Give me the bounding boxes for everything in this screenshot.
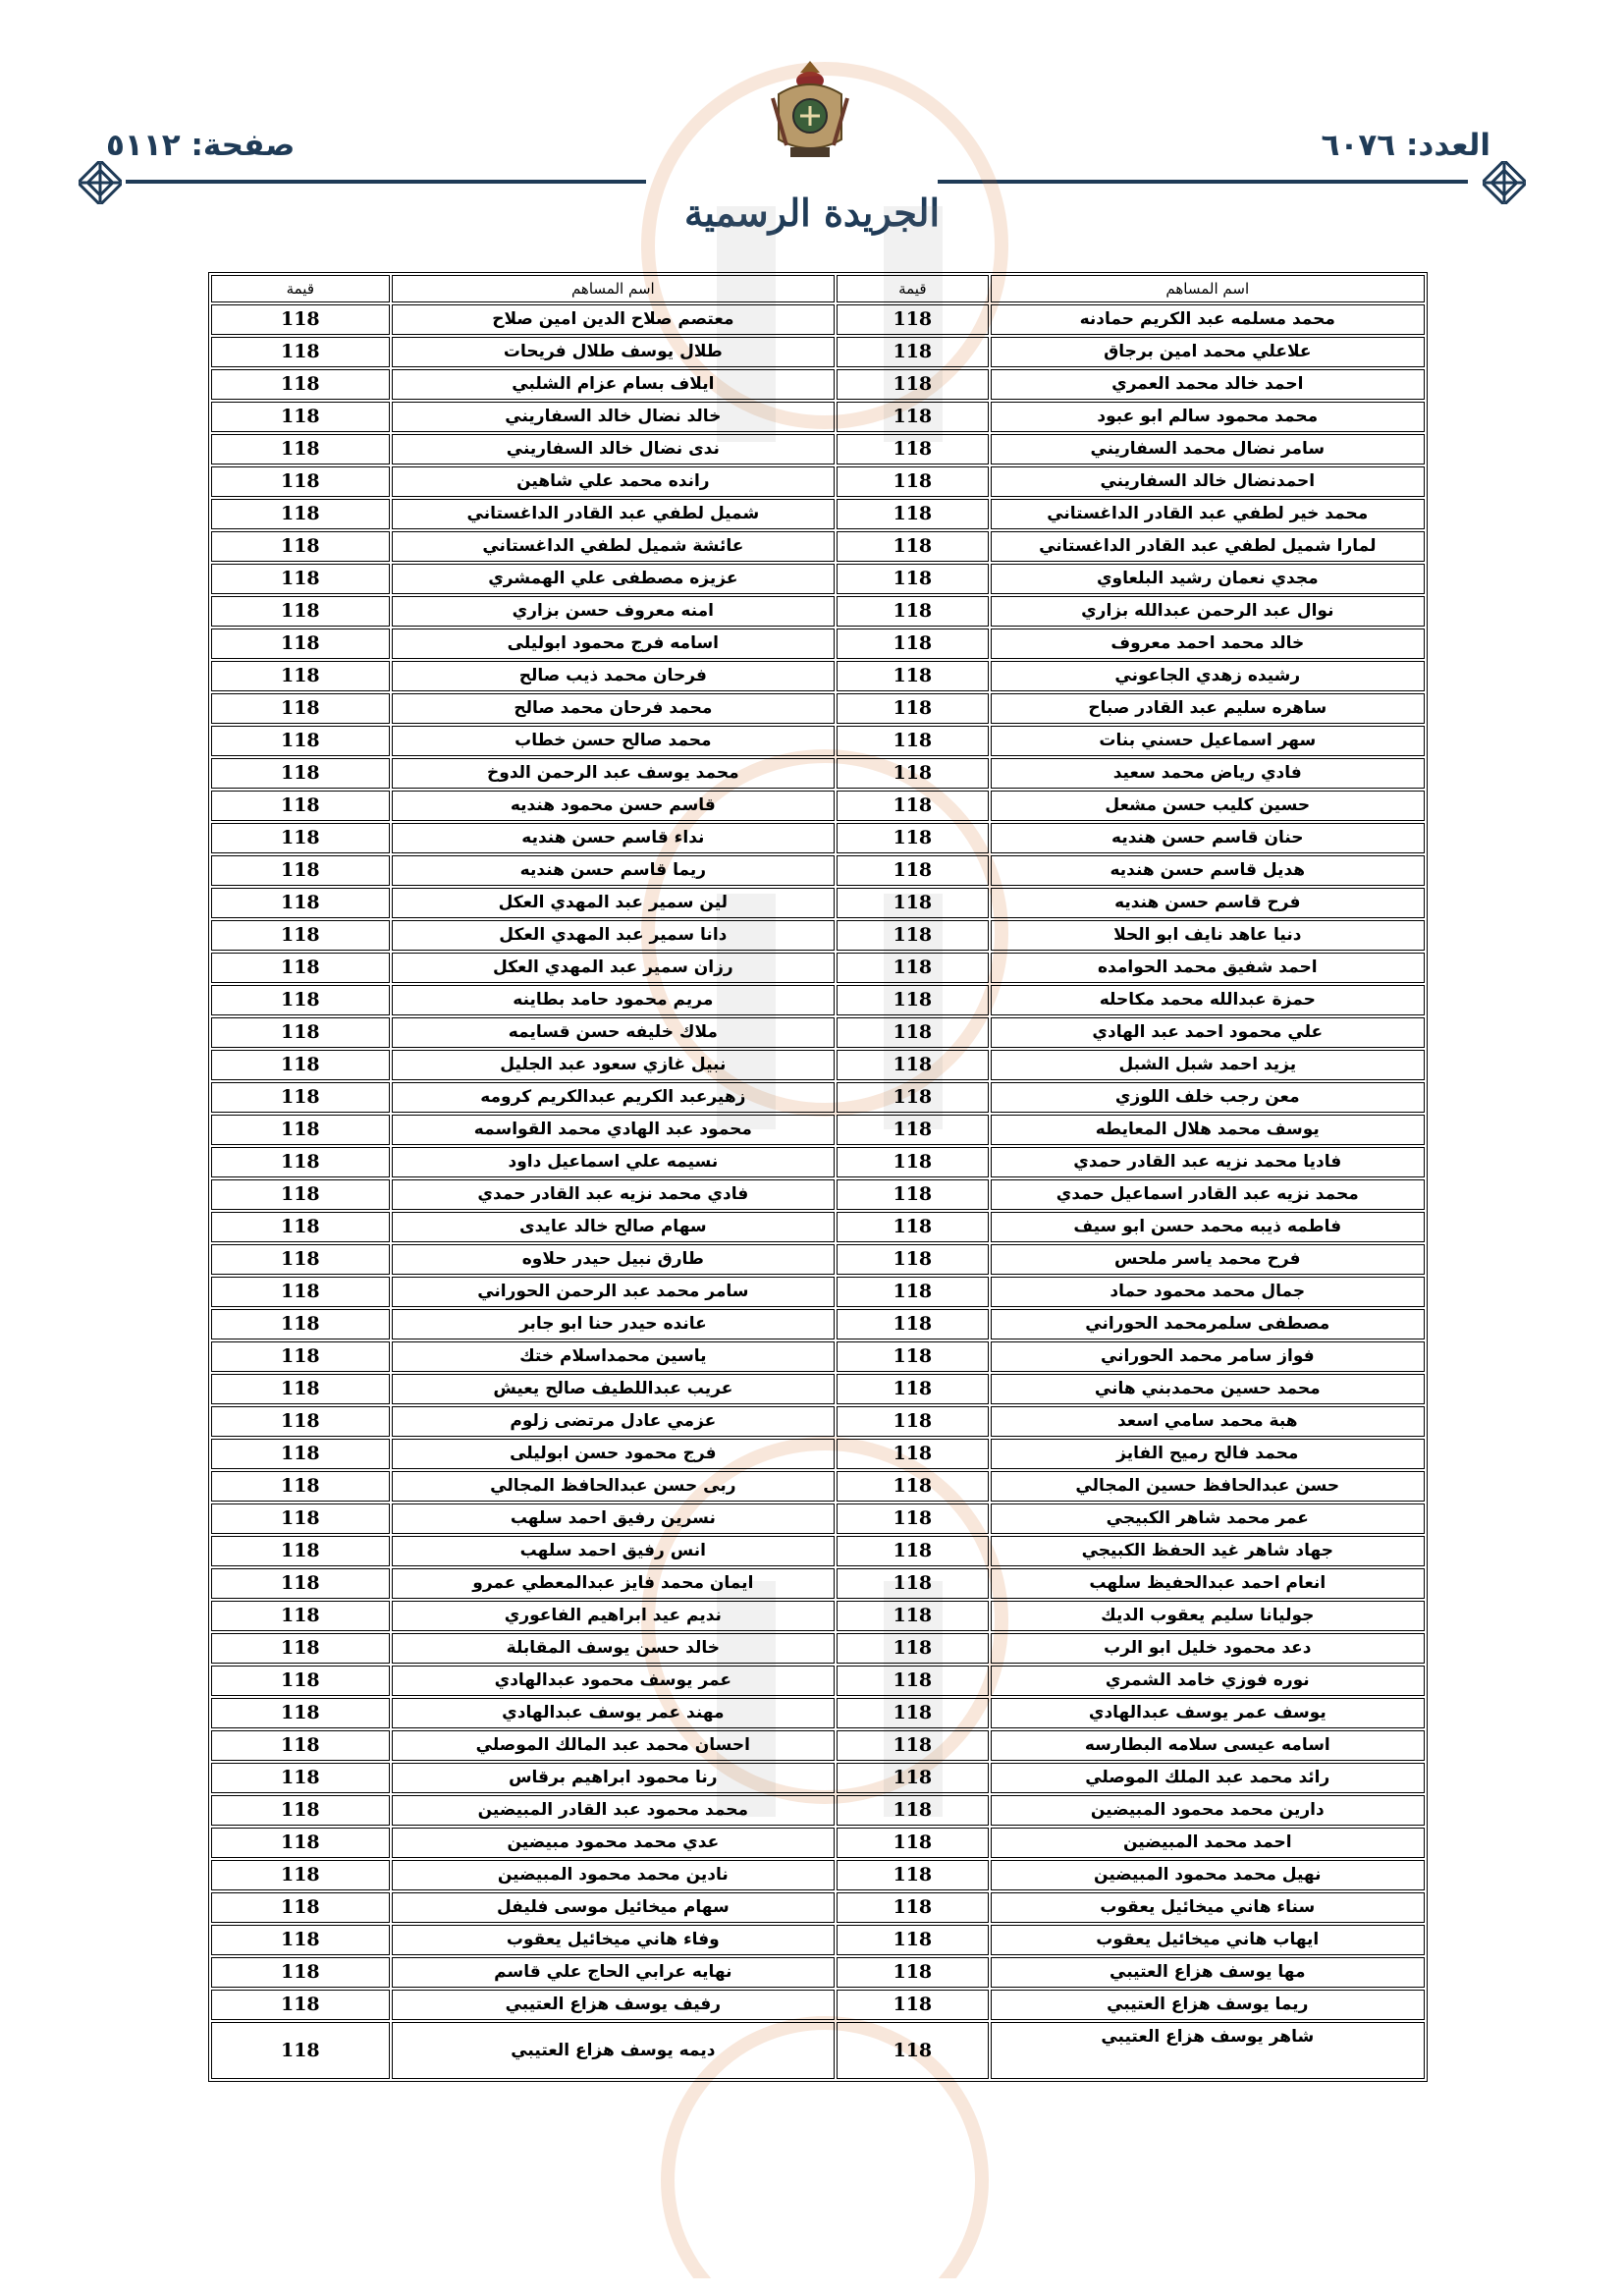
table-row	[211, 629, 1425, 659]
table-row	[211, 985, 1425, 1015]
value-cell: 118	[837, 1212, 989, 1242]
value-cell: 118	[837, 1244, 989, 1275]
value-cell: 118	[211, 1828, 390, 1858]
shareholder-name-cell: محمد محمود عبد القادر المبيضين	[392, 1795, 835, 1826]
shareholder-name-cell: يوسف محمد هلال المعايطه	[991, 1115, 1425, 1145]
value-cell: 118	[211, 1082, 390, 1113]
table-row	[211, 1471, 1425, 1502]
shareholder-name-cell: علاعلي محمد امين برجاق	[991, 337, 1425, 367]
value-cell: 118	[211, 1763, 390, 1793]
shareholder-name-cell: نهيل محمد محمود المبيضين	[991, 1860, 1425, 1890]
value-cell: 118	[211, 953, 390, 983]
value-cell: 118	[211, 1341, 390, 1372]
value-cell: 118	[837, 369, 989, 400]
value-cell: 118	[211, 1925, 390, 1955]
shareholder-name-cell: فرح قاسم حسن هنديه	[991, 888, 1425, 918]
value-cell: 118	[211, 1212, 390, 1242]
value-cell: 118	[211, 1892, 390, 1923]
shareholder-name-cell: يوسف عمر يوسف عبدالهادي	[991, 1698, 1425, 1728]
value-cell: 118	[837, 1341, 989, 1372]
value-cell: 118	[837, 1179, 989, 1210]
shareholder-name-cell: سناء هاني ميخائيل يعقوب	[991, 1892, 1425, 1923]
value-cell: 118	[837, 888, 989, 918]
value-cell: 118	[837, 920, 989, 951]
table-row	[211, 661, 1425, 691]
shareholder-name-cell: سهام صالح خالد عايدى	[392, 1212, 835, 1242]
shareholder-name-cell: فرح محمد ياسر ملحس	[991, 1244, 1425, 1275]
value-cell: 118	[211, 304, 390, 335]
shareholder-name-cell: عمر محمد شاهر الكبيجي	[991, 1503, 1425, 1534]
value-cell: 118	[211, 337, 390, 367]
value-cell: 118	[211, 1244, 390, 1275]
table-row	[211, 1730, 1425, 1761]
table-row	[211, 1763, 1425, 1793]
value-cell: 118	[837, 1503, 989, 1534]
value-cell: 118	[211, 855, 390, 886]
shareholder-name-cell: فرحان محمد ذيب صالح	[392, 661, 835, 691]
value-cell: 118	[211, 1633, 390, 1664]
value-cell: 118	[837, 1601, 989, 1631]
value-cell: 118	[837, 1017, 989, 1048]
value-cell: 118	[211, 564, 390, 594]
value-cell: 118	[837, 791, 989, 821]
shareholder-name-cell: نوره فوزي خامد الشمري	[991, 1666, 1425, 1696]
value-cell: 118	[211, 1115, 390, 1145]
table-row	[211, 888, 1425, 918]
column-header: قيمة	[837, 275, 989, 302]
value-cell: 118	[837, 304, 989, 335]
value-cell: 118	[837, 531, 989, 562]
table-row	[211, 434, 1425, 465]
table-row	[211, 1925, 1425, 1955]
shareholder-name-cell: نادين محمد محمود المبيضين	[392, 1860, 835, 1890]
value-cell: 118	[211, 1666, 390, 1696]
shareholder-name-cell: احمد شفيق محمد الحوامده	[991, 953, 1425, 983]
shareholder-name-cell: محمد نزيه عبد القادر اسماعيل حمدي	[991, 1179, 1425, 1210]
value-cell: 118	[837, 1147, 989, 1177]
table-row	[211, 1892, 1425, 1923]
value-cell: 118	[837, 629, 989, 659]
table-row	[211, 1990, 1425, 2020]
shareholder-name-cell: مها يوسف هزاع العتيبي	[991, 1957, 1425, 1988]
shareholder-name-cell: جوليانا سليم يعقوب الديك	[991, 1601, 1425, 1631]
shareholder-name-cell: لين سمير عبد المهدي العكل	[392, 888, 835, 918]
column-header: اسم المساهم	[991, 275, 1425, 302]
shareholder-name-cell: فادي رياض محمد سعيد	[991, 758, 1425, 789]
shareholder-name-cell: مجدي نعمان رشيد البلعاوي	[991, 564, 1425, 594]
jordan-coat-of-arms-icon	[765, 55, 855, 165]
table-row	[211, 1439, 1425, 1469]
value-cell: 118	[837, 596, 989, 627]
page-number: صفحة: ٥١١٢	[106, 128, 296, 163]
shareholder-name-cell: مريم محمود حامد بطاينه	[392, 985, 835, 1015]
value-cell: 118	[837, 953, 989, 983]
value-cell: 118	[211, 1179, 390, 1210]
shareholder-name-cell: ايمان محمد فايز عبدالمعطي عمرو	[392, 1568, 835, 1599]
shareholder-name-cell: نوال عبد الرحمن عبدالله بزاري	[991, 596, 1425, 627]
shareholder-name-cell: حمزة عبدالله محمد مكاحله	[991, 985, 1425, 1015]
header-rule-left	[126, 180, 646, 184]
table-row	[211, 1860, 1425, 1890]
value-cell: 118	[211, 596, 390, 627]
value-cell: 118	[837, 1860, 989, 1890]
shareholder-name-cell: محمد فرحان محمد صالح	[392, 693, 835, 724]
value-cell: 118	[211, 2022, 390, 2079]
shareholder-name-cell: رزان سمير عبد المهدي العكل	[392, 953, 835, 983]
value-cell: 118	[837, 661, 989, 691]
value-cell: 118	[837, 1957, 989, 1988]
value-cell: 118	[211, 693, 390, 724]
value-cell: 118	[837, 1309, 989, 1339]
table-row	[211, 1568, 1425, 1599]
shareholder-name-cell: محمد محمود سالم ابو عبود	[991, 402, 1425, 432]
shareholder-name-cell: ريما يوسف هزاع العتيبي	[991, 1990, 1425, 2020]
table-row	[211, 1147, 1425, 1177]
shareholder-name-cell: رانده محمد علي شاهين	[392, 466, 835, 497]
value-cell: 118	[211, 888, 390, 918]
value-cell: 118	[837, 1763, 989, 1793]
shareholder-name-cell: انعام احمد عبدالحفيظ سلهب	[991, 1568, 1425, 1599]
table-row	[211, 499, 1425, 529]
value-cell: 118	[837, 1828, 989, 1858]
value-cell: 118	[211, 402, 390, 432]
value-cell: 118	[837, 434, 989, 465]
shareholder-name-cell: معتصم صلاح الدين امين صلاح	[392, 304, 835, 335]
value-cell: 118	[837, 1568, 989, 1599]
shareholder-name-cell: وفاء هاني ميخائيل يعقوب	[392, 1925, 835, 1955]
shareholder-name-cell: يزيد احمد شبل الشبل	[991, 1050, 1425, 1080]
value-cell: 118	[211, 1957, 390, 1988]
shareholder-name-cell: انس رفيق احمد سلهب	[392, 1536, 835, 1566]
value-cell: 118	[211, 1698, 390, 1728]
value-cell: 118	[211, 466, 390, 497]
table-row	[211, 758, 1425, 789]
table-row	[211, 791, 1425, 821]
shareholder-name-cell: احمدنضال خالد السفاريني	[991, 466, 1425, 497]
value-cell: 118	[211, 1795, 390, 1826]
shareholder-name-cell: ايلاف بسام عزام الشلبي	[392, 369, 835, 400]
value-cell: 118	[211, 823, 390, 853]
gazette-title: الجريدة الرسمية	[683, 191, 941, 235]
table-row	[211, 1503, 1425, 1534]
table-row	[211, 1536, 1425, 1566]
shareholder-name-cell: عمر يوسف محمود عبدالهادي	[392, 1666, 835, 1696]
table-row	[211, 726, 1425, 756]
shareholder-name-cell: عريب عبداللطيف صالح يعيش	[392, 1374, 835, 1404]
value-cell: 118	[211, 1860, 390, 1890]
table-row	[211, 1698, 1425, 1728]
value-cell: 118	[837, 985, 989, 1015]
value-cell: 118	[211, 791, 390, 821]
shareholder-name-cell: عزمي عادل مرتضى زلوم	[392, 1406, 835, 1437]
shareholder-name-cell: فرج محمود حسن ابوليلى	[392, 1439, 835, 1469]
value-cell: 118	[837, 1277, 989, 1307]
value-cell: 118	[211, 726, 390, 756]
value-cell: 118	[837, 1925, 989, 1955]
value-cell: 118	[837, 466, 989, 497]
value-cell: 118	[837, 2022, 989, 2079]
shareholder-name-cell: محمد يوسف عبد الرحمن الدوخ	[392, 758, 835, 789]
shareholder-name-cell: خالد حسن يوسف المقابلة	[392, 1633, 835, 1664]
table-row	[211, 531, 1425, 562]
value-cell: 118	[837, 1990, 989, 2020]
table-row	[211, 402, 1425, 432]
shareholder-name-cell: حنان قاسم حسن هنديه	[991, 823, 1425, 853]
shareholder-name-cell: جهاد شاهر غيد الحفظ الكبيجي	[991, 1536, 1425, 1566]
shareholder-name-cell: فاديا محمد نزيه عبد القادر حمدي	[991, 1147, 1425, 1177]
shareholder-name-cell: قاسم حسن محمود هنديه	[392, 791, 835, 821]
shareholder-name-cell: ربى حسن عبدالحافظ المجالي	[392, 1471, 835, 1502]
table-row	[211, 1244, 1425, 1275]
shareholder-name-cell: جمال محمد محمود حماد	[991, 1277, 1425, 1307]
table-row	[211, 2022, 1425, 2079]
shareholder-name-cell: لمارا شميل لطفي عبد القادر الداغستاني	[991, 531, 1425, 562]
value-cell: 118	[211, 1471, 390, 1502]
shareholder-name-cell: فادي محمد نزيه عبد القادر حمدي	[392, 1179, 835, 1210]
table-row	[211, 1828, 1425, 1858]
table-row	[211, 1406, 1425, 1437]
shareholder-name-cell: سهام ميخائيل موسى فليفل	[392, 1892, 835, 1923]
shareholder-name-cell: ياسين محمداسلام ختك	[392, 1341, 835, 1372]
shareholder-name-cell: دعد محمود خليل ابو الرب	[991, 1633, 1425, 1664]
shareholder-name-cell: محمد خير لطفي عبد القادر الداغستاني	[991, 499, 1425, 529]
value-cell: 118	[837, 337, 989, 367]
shareholder-name-cell: علي محمود احمد عبد الهادي	[991, 1017, 1425, 1048]
shareholder-name-cell: عدي محمد محمود مبيضين	[392, 1828, 835, 1858]
shareholder-name-cell: مصطفى سلمرمحمد الحوراني	[991, 1309, 1425, 1339]
shareholder-name-cell: فواز سامر محمد الحوراني	[991, 1341, 1425, 1372]
shareholder-name-cell: عانده حيدر حنا ابو جابر	[392, 1309, 835, 1339]
shareholder-name-cell: معن رجب خلف اللوزي	[991, 1082, 1425, 1113]
shareholder-name-cell: هديل قاسم حسن هنديه	[991, 855, 1425, 886]
value-cell: 118	[837, 1633, 989, 1664]
shareholder-name-cell: محمد حسين محمدبني هاني	[991, 1374, 1425, 1404]
value-cell: 118	[211, 1503, 390, 1534]
shareholder-name-cell: هبة محمد سامي اسعد	[991, 1406, 1425, 1437]
value-cell: 118	[837, 1439, 989, 1469]
table-row	[211, 1277, 1425, 1307]
value-cell: 118	[837, 1471, 989, 1502]
shareholder-name-cell: رشيده زهدي الجاعوني	[991, 661, 1425, 691]
value-cell: 118	[211, 531, 390, 562]
table-row	[211, 823, 1425, 853]
shareholder-name-cell: احمد خالد محمد العمري	[991, 369, 1425, 400]
shareholder-name-cell: اسامه فرج محمود ابوليلى	[392, 629, 835, 659]
value-cell: 118	[211, 499, 390, 529]
value-cell: 118	[211, 1374, 390, 1404]
value-cell: 118	[211, 1147, 390, 1177]
value-cell: 118	[211, 1990, 390, 2020]
table-row	[211, 1341, 1425, 1372]
shareholder-name-cell: امنه معروف حسن بزاري	[392, 596, 835, 627]
shareholder-name-cell: محمد مسلمه عبد الكريم حمادنه	[991, 304, 1425, 335]
shareholder-name-cell: دنيا عاهد نايف ابو الحلا	[991, 920, 1425, 951]
shareholder-name-cell: ايهاب هاني ميخائيل يعقوب	[991, 1925, 1425, 1955]
shareholder-name-cell: دارين محمد محمود المبيضين	[991, 1795, 1425, 1826]
value-cell: 118	[211, 434, 390, 465]
value-cell: 118	[211, 985, 390, 1015]
shareholder-name-cell: خالد نضال خالد السفاريني	[392, 402, 835, 432]
value-cell: 118	[837, 1892, 989, 1923]
shareholder-name-cell: ساهره سليم عبد القادر صباح	[991, 693, 1425, 724]
value-cell: 118	[837, 1374, 989, 1404]
shareholder-name-cell: رائد محمد عبد الملك الموصلي	[991, 1763, 1425, 1793]
value-cell: 118	[837, 1730, 989, 1761]
shareholder-name-cell: رنا محمود ابراهيم برقاس	[392, 1763, 835, 1793]
value-cell: 118	[837, 1795, 989, 1826]
shareholder-name-cell: عائشة شميل لطفي الداغستاني	[392, 531, 835, 562]
header-rule-right	[938, 180, 1468, 184]
value-cell: 118	[837, 499, 989, 529]
column-header: اسم المساهم	[392, 275, 835, 302]
shareholder-name-cell: فاطمه ذيبه محمد حسن ابو سيف	[991, 1212, 1425, 1242]
value-cell: 118	[211, 758, 390, 789]
shareholder-name-cell: ندى نضال خالد السفاريني	[392, 434, 835, 465]
value-cell: 118	[837, 564, 989, 594]
shareholder-name-cell: نديم عيد ابراهيم الفاعوري	[392, 1601, 835, 1631]
table-row	[211, 466, 1425, 497]
value-cell: 118	[211, 1277, 390, 1307]
value-cell: 118	[837, 823, 989, 853]
shareholder-name-cell: ريما قاسم حسن هنديه	[392, 855, 835, 886]
shareholder-name-cell: شاهر يوسف هزاع العتيبي	[991, 2022, 1425, 2079]
shareholder-name-cell: طلال يوسف طلال فريحات	[392, 337, 835, 367]
table-row	[211, 1666, 1425, 1696]
table-row	[211, 953, 1425, 983]
column-header: قيمة	[211, 275, 390, 302]
shareholder-name-cell: نهايه عرابي الحاج علي قاسم	[392, 1957, 835, 1988]
value-cell: 118	[211, 1536, 390, 1566]
value-cell: 118	[211, 629, 390, 659]
table-row	[211, 596, 1425, 627]
table-row	[211, 1601, 1425, 1631]
value-cell: 118	[837, 693, 989, 724]
shareholder-name-cell: دانا سمير عبد المهدي العكل	[392, 920, 835, 951]
value-cell: 118	[837, 1115, 989, 1145]
value-cell: 118	[211, 661, 390, 691]
shareholder-name-cell: خالد محمد احمد معروف	[991, 629, 1425, 659]
shareholder-name-cell: نسرين رفيق احمد سلهب	[392, 1503, 835, 1534]
shareholder-name-cell: سامر محمد عبد الرحمن الحوراني	[392, 1277, 835, 1307]
table-row	[211, 855, 1425, 886]
value-cell: 118	[837, 1082, 989, 1113]
shareholder-name-cell: ملاك خليفه حسن قسايمه	[392, 1017, 835, 1048]
value-cell: 118	[211, 1568, 390, 1599]
table-row	[211, 1374, 1425, 1404]
value-cell: 118	[837, 1050, 989, 1080]
value-cell: 118	[837, 855, 989, 886]
value-cell: 118	[211, 1439, 390, 1469]
table-row	[211, 1633, 1425, 1664]
value-cell: 118	[211, 1309, 390, 1339]
value-cell: 118	[837, 1536, 989, 1566]
shareholder-name-cell: سامر نضال محمد السفاريني	[991, 434, 1425, 465]
shareholder-name-cell: طارق نبيل حيدر حلاوه	[392, 1244, 835, 1275]
shareholder-name-cell: اسامه عيسى سلامه البطارسه	[991, 1730, 1425, 1761]
shareholder-name-cell: زهيرعبد الكريم عبدالكريم كرومه	[392, 1082, 835, 1113]
value-cell: 118	[837, 1666, 989, 1696]
table-row	[211, 1017, 1425, 1048]
shareholder-name-cell: احمد محمد المبيضين	[991, 1828, 1425, 1858]
value-cell: 118	[211, 1601, 390, 1631]
shareholder-name-cell: نداء قاسم حسن هنديه	[392, 823, 835, 853]
table-row	[211, 1115, 1425, 1145]
shareholder-name-cell: عزيزه مصطفى علي الهمشري	[392, 564, 835, 594]
shareholder-name-cell: نسيمه علي اسماعيل داود	[392, 1147, 835, 1177]
table-row	[211, 1795, 1425, 1826]
value-cell: 118	[211, 1050, 390, 1080]
table-row	[211, 1957, 1425, 1988]
table-row	[211, 693, 1425, 724]
value-cell: 118	[211, 1406, 390, 1437]
shareholder-name-cell: حسن عبدالحافظ حسين المجالي	[991, 1471, 1425, 1502]
shareholder-name-cell: ديمه يوسف هزاع العتيبي	[392, 2022, 835, 2079]
value-cell: 118	[211, 1730, 390, 1761]
shareholder-name-cell: نبيل غازي سعود عبد الجليل	[392, 1050, 835, 1080]
value-cell: 118	[837, 758, 989, 789]
value-cell: 118	[211, 1017, 390, 1048]
shareholder-name-cell: احسان محمد عبد المالك الموصلي	[392, 1730, 835, 1761]
table-row	[211, 1212, 1425, 1242]
shareholder-name-cell: حسين كليب حسن مشعل	[991, 791, 1425, 821]
shareholder-name-cell: محمد صالح حسن خطاب	[392, 726, 835, 756]
value-cell: 118	[211, 920, 390, 951]
table-row	[211, 1309, 1425, 1339]
shareholder-name-cell: شميل لطفي عبد القادر الداغستاني	[392, 499, 835, 529]
table-row	[211, 369, 1425, 400]
issue-number: العدد: ٦٠٧٦	[1321, 128, 1490, 163]
table-row	[211, 920, 1425, 951]
table-header-row	[211, 275, 1425, 302]
value-cell: 118	[837, 1406, 989, 1437]
table-row	[211, 304, 1425, 335]
value-cell: 118	[837, 1698, 989, 1728]
shareholder-name-cell: مهند عمر يوسف عبدالهادي	[392, 1698, 835, 1728]
shareholder-name-cell: سهر اسماعيل حسني بنات	[991, 726, 1425, 756]
value-cell: 118	[837, 402, 989, 432]
shareholders-table	[208, 272, 1428, 2082]
shareholder-name-cell: محمود عبد الهادي محمد القواسمه	[392, 1115, 835, 1145]
shareholder-name-cell: رفيف يوسف هزاع العتيبي	[392, 1990, 835, 2020]
table-row	[211, 1179, 1425, 1210]
table-row	[211, 1082, 1425, 1113]
table-row	[211, 337, 1425, 367]
shareholder-name-cell: محمد فالح رميح الفايز	[991, 1439, 1425, 1469]
value-cell: 118	[837, 726, 989, 756]
table-row	[211, 564, 1425, 594]
value-cell: 118	[211, 369, 390, 400]
table-row	[211, 1050, 1425, 1080]
page-header	[0, 0, 1624, 265]
